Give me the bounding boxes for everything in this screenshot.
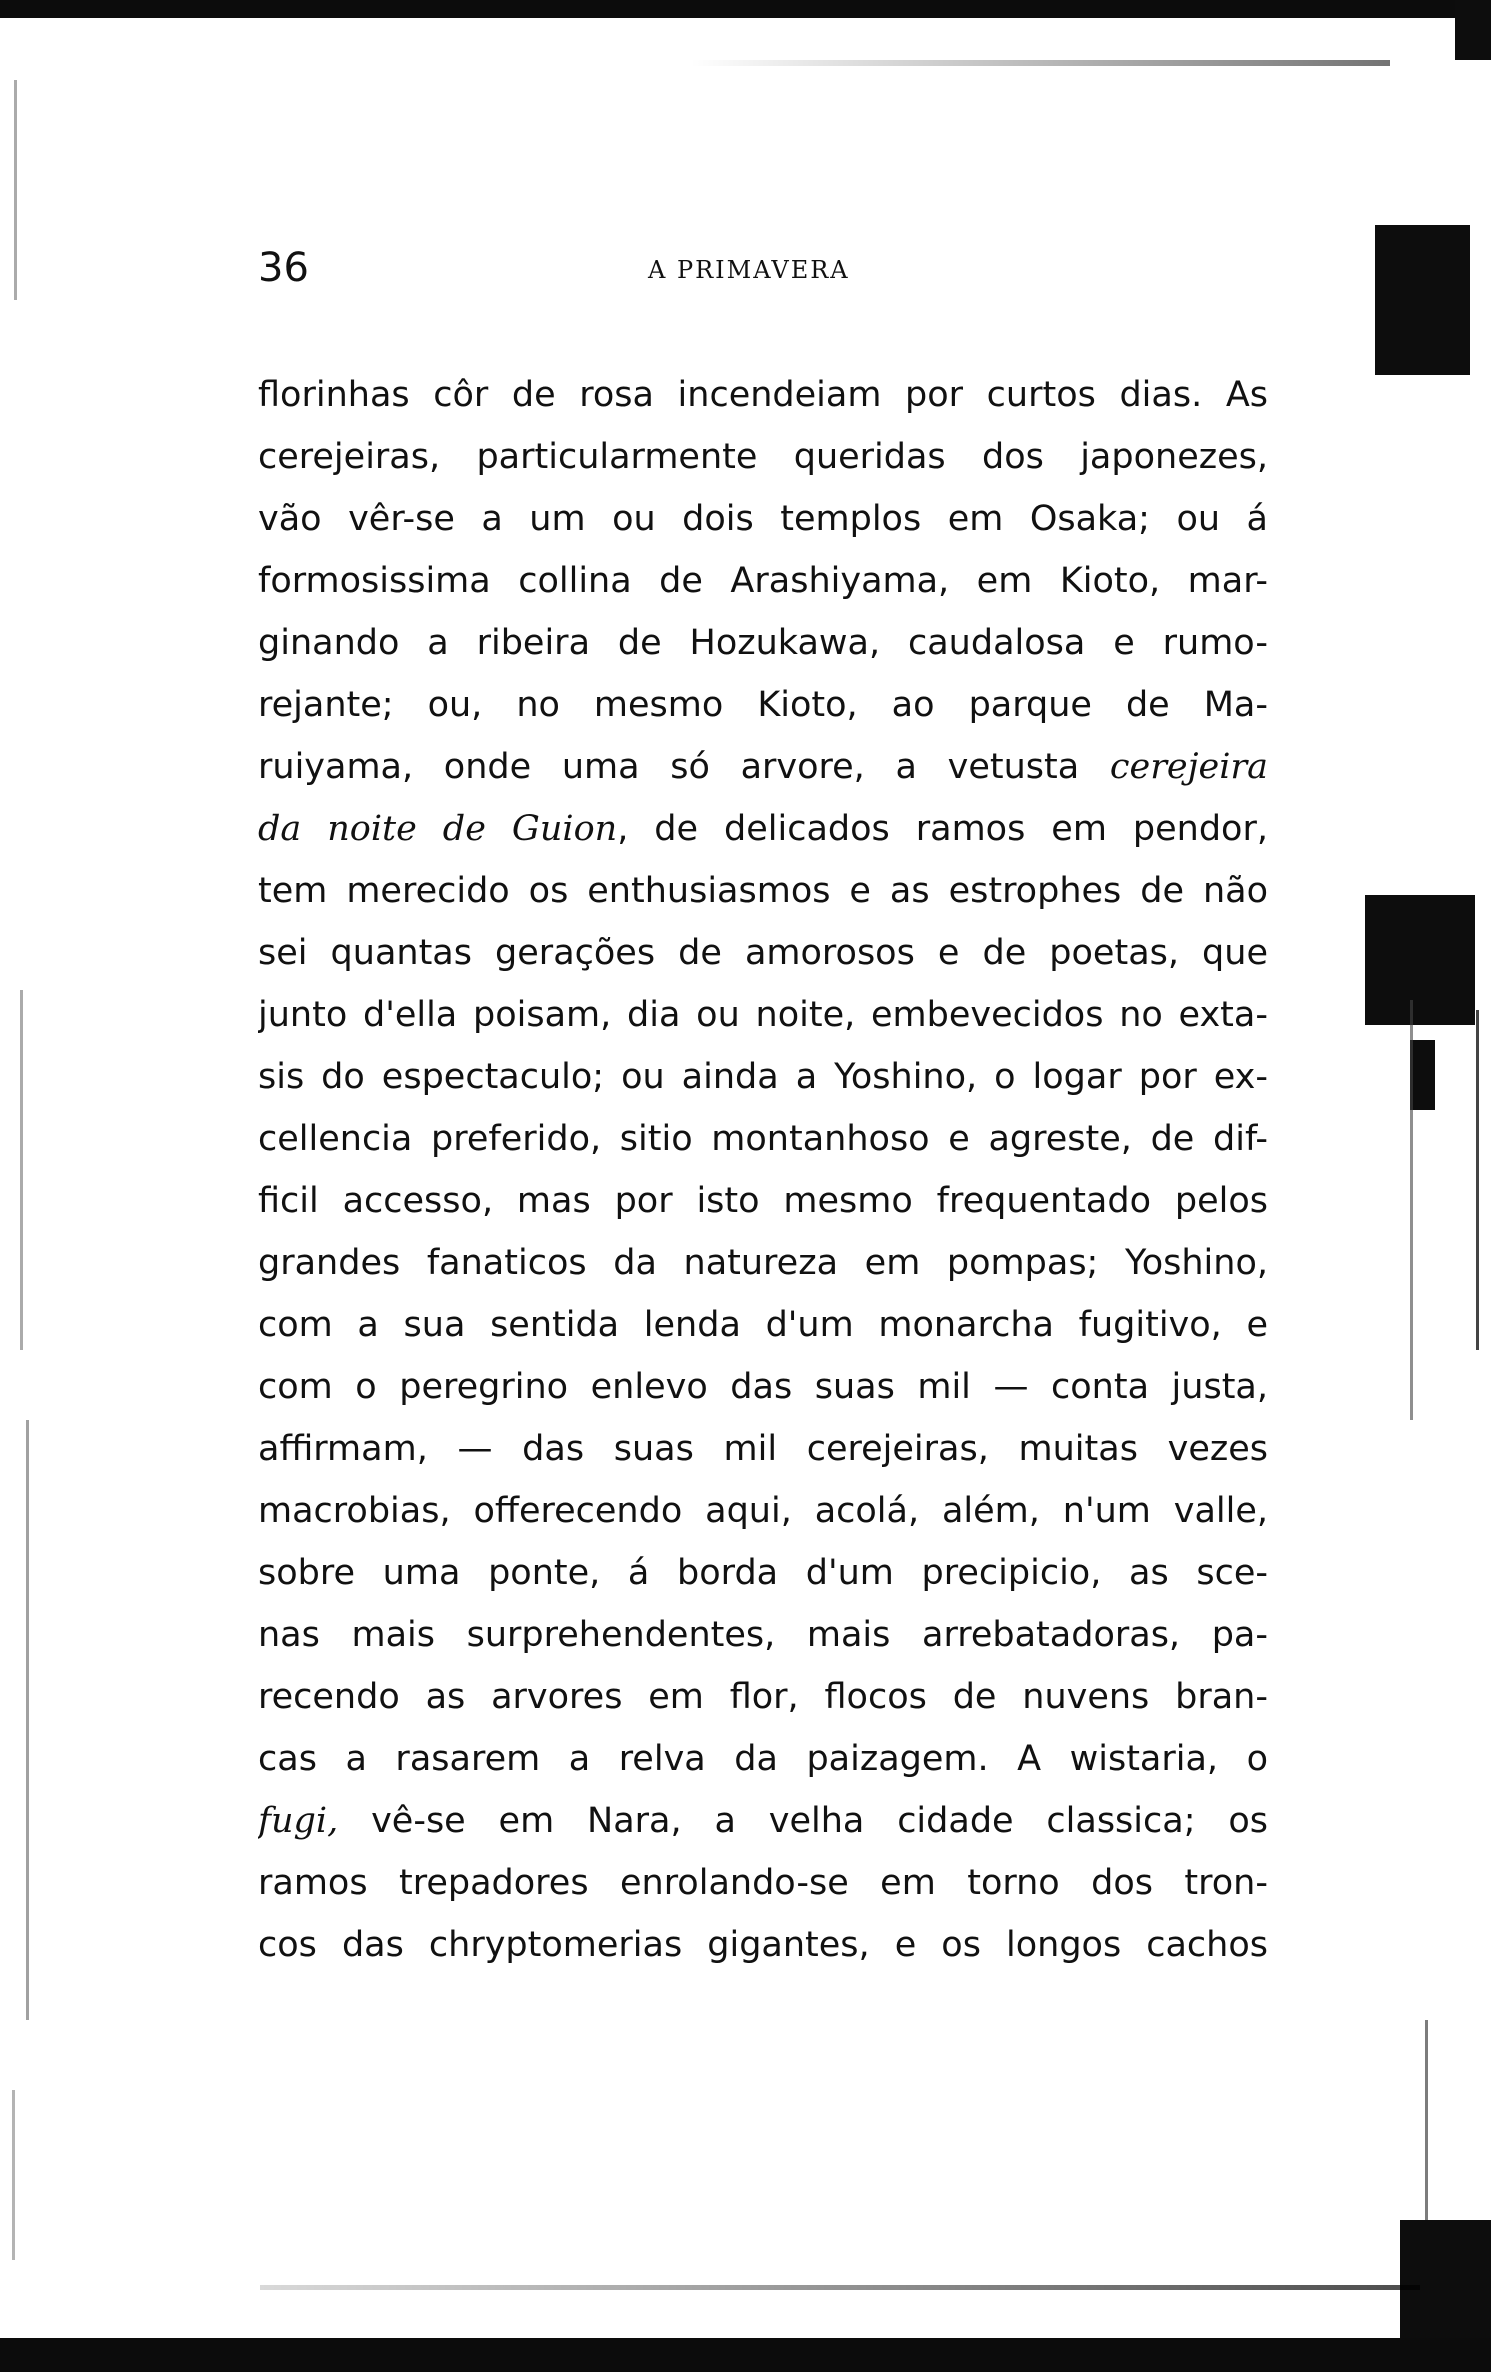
text-run: ramos trepadores enrolando-se em torno dos tron- bbox=[258, 1863, 1268, 1903]
text-line bbox=[258, 1170, 1268, 1232]
text-line bbox=[258, 674, 1268, 736]
text-run: macrobias, offerecendo aqui, acolá, além, n'um valle, bbox=[258, 1491, 1268, 1531]
text-run: junto d'ella poisam, dia ou noite, embevecidos no exta- bbox=[258, 995, 1268, 1035]
text-run: com o peregrino enlevo das suas mil — conta justa, bbox=[258, 1367, 1268, 1407]
text-line bbox=[258, 1542, 1268, 1604]
text-line bbox=[258, 798, 1268, 860]
text-line bbox=[258, 1790, 1268, 1852]
text-run: com a sua sentida lenda d'um monarcha fugitivo, e bbox=[258, 1305, 1268, 1345]
text-run: formosissima collina de Arashiyama, em Kioto, mar- bbox=[258, 561, 1268, 601]
running-title: A PRIMAVERA bbox=[648, 256, 850, 284]
scan-blot bbox=[1365, 895, 1475, 1025]
text-line bbox=[258, 364, 1268, 426]
text-run: ficil accesso, mas por isto mesmo frequentado pelos bbox=[258, 1181, 1268, 1221]
scan-streak bbox=[14, 80, 17, 300]
text-run: vão vêr-se a um ou dois templos em Osaka; ou á bbox=[258, 499, 1268, 539]
text-line bbox=[258, 1108, 1268, 1170]
text-line bbox=[258, 426, 1268, 488]
text-line bbox=[258, 1914, 1268, 1976]
text-run: grandes fanaticos da natureza em pompas; Yoshino, bbox=[258, 1243, 1268, 1283]
text-line bbox=[258, 1604, 1268, 1666]
scan-blot bbox=[1410, 1040, 1435, 1110]
scan-blot bbox=[1375, 225, 1470, 375]
text-run: cerejeiras, particularmente queridas dos japonezes, bbox=[258, 437, 1268, 477]
text-line bbox=[258, 1232, 1268, 1294]
italic-text: da noite de Guion bbox=[258, 809, 618, 849]
body-text bbox=[258, 364, 1268, 1976]
text-line bbox=[258, 1418, 1268, 1480]
text-run: , de delicados ramos em pendor, bbox=[617, 809, 1268, 849]
scan-streak bbox=[26, 1420, 29, 2020]
text-run: tem merecido os enthusiasmos e as estrophes de não bbox=[258, 871, 1268, 911]
text-line bbox=[258, 1356, 1268, 1418]
text-run: ginando a ribeira de Hozukawa, caudalosa e rumo- bbox=[258, 623, 1268, 663]
text-line bbox=[258, 1294, 1268, 1356]
text-run: rejante; ou, no mesmo Kioto, ao parque de Ma- bbox=[258, 685, 1268, 725]
text-run: affirmam, — das suas mil cerejeiras, muitas vezes bbox=[258, 1429, 1268, 1469]
scan-streak bbox=[1410, 1000, 1413, 1420]
scan-edge-bottom bbox=[0, 2338, 1491, 2372]
text-line bbox=[258, 1046, 1268, 1108]
italic-text: cerejeira bbox=[1109, 747, 1268, 787]
text-run: sis do espectaculo; ou ainda a Yoshino, o logar por ex- bbox=[258, 1057, 1268, 1097]
scan-blot bbox=[1400, 2220, 1491, 2338]
scan-streak bbox=[1425, 2020, 1428, 2220]
text-line bbox=[258, 488, 1268, 550]
text-line bbox=[258, 1666, 1268, 1728]
text-line bbox=[258, 984, 1268, 1046]
scan-edge-top bbox=[0, 0, 1491, 18]
page-number: 36 bbox=[258, 245, 309, 291]
scan-shadow-top bbox=[690, 60, 1390, 66]
text-run: cellencia preferido, sitio montanhoso e agreste, de dif- bbox=[258, 1119, 1268, 1159]
scan-streak bbox=[20, 990, 23, 1350]
text-run: sobre uma ponte, á borda d'um precipicio, as sce- bbox=[258, 1553, 1268, 1593]
text-run: nas mais surprehendentes, mais arrebatadoras, pa- bbox=[258, 1615, 1268, 1655]
text-line bbox=[258, 1728, 1268, 1790]
text-line bbox=[258, 1852, 1268, 1914]
text-line bbox=[258, 550, 1268, 612]
italic-text: fugi, bbox=[258, 1801, 339, 1841]
text-line bbox=[258, 736, 1268, 798]
scan-shadow-bottom bbox=[260, 2285, 1420, 2290]
text-run: florinhas côr de rosa incendeiam por curtos dias. As bbox=[258, 375, 1268, 415]
text-run: sei quantas gerações de amorosos e de poetas, que bbox=[258, 933, 1268, 973]
text-line bbox=[258, 860, 1268, 922]
text-run: recendo as arvores em flor, flocos de nuvens bran- bbox=[258, 1677, 1268, 1717]
running-head bbox=[258, 238, 1268, 298]
text-line bbox=[258, 922, 1268, 984]
text-run: vê-se em Nara, a velha cidade classica; os bbox=[338, 1801, 1268, 1841]
scan-streak bbox=[12, 2090, 15, 2260]
text-line bbox=[258, 612, 1268, 674]
text-run: cas a rasarem a relva da paizagem. A wistaria, o bbox=[258, 1739, 1268, 1779]
text-line bbox=[258, 1480, 1268, 1542]
scan-streak bbox=[1476, 1010, 1479, 1350]
text-run: cos das chryptomerias gigantes, e os longos cachos bbox=[258, 1925, 1268, 1965]
text-run: ruiyama, onde uma só arvore, a vetusta bbox=[258, 747, 1110, 787]
scan-blot bbox=[1455, 0, 1491, 60]
